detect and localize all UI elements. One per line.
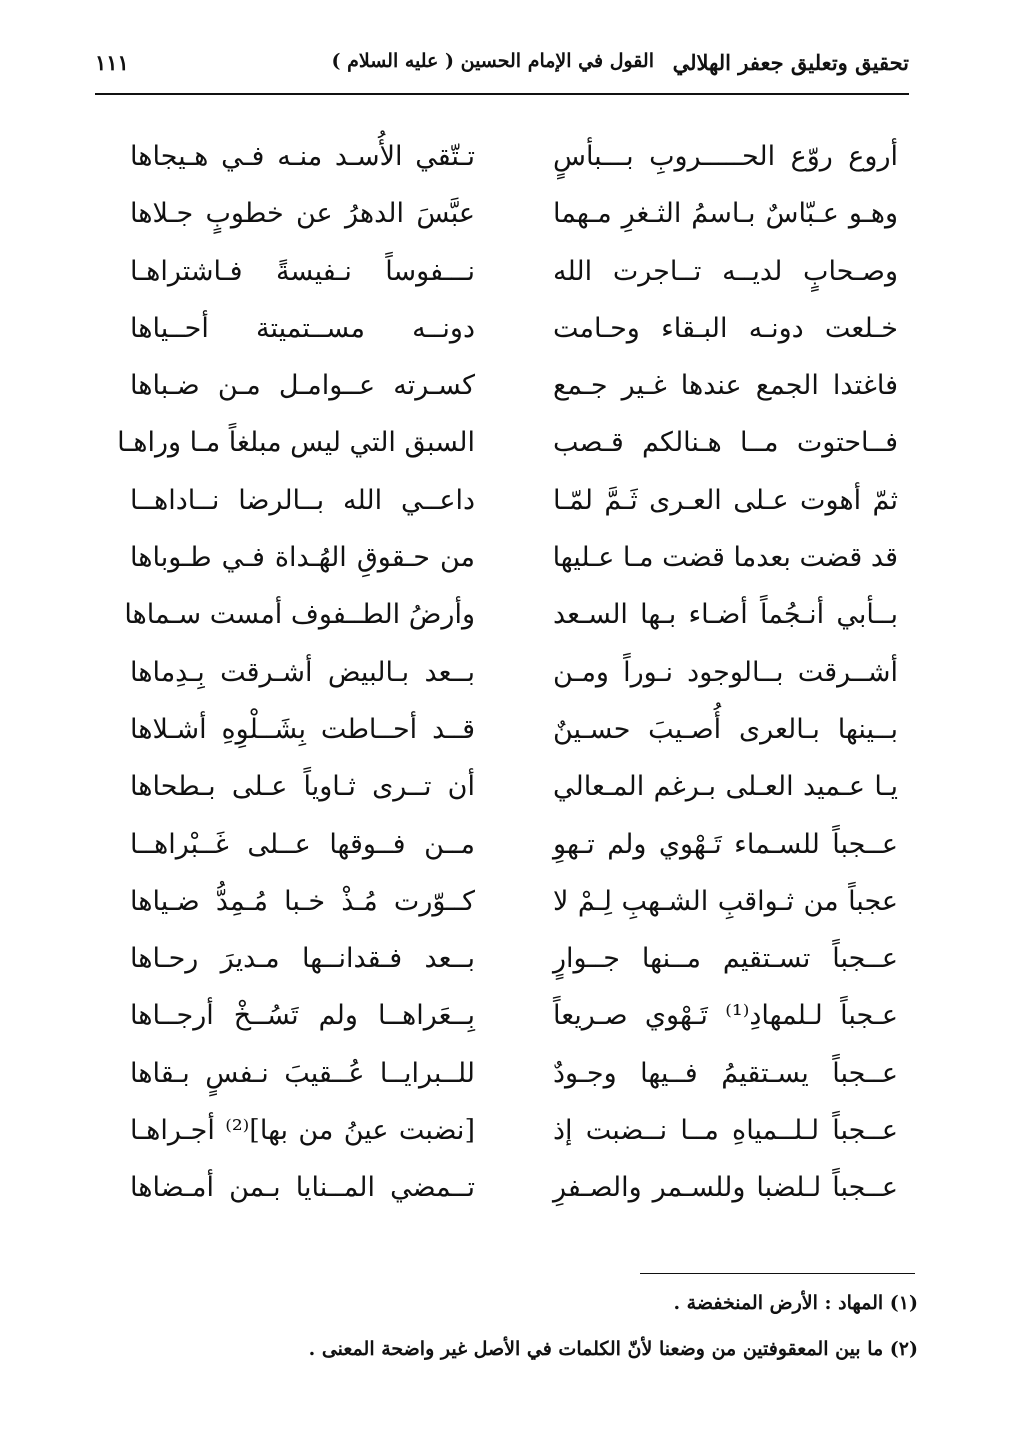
second-hemistich: مــن فــوقها عــلى غَــبْراهــا [130,828,475,860]
verse-line [118,935,898,992]
verse-line [118,419,898,476]
first-hemistich: بــينها بـالعرى أُصـيبَ حسـينٌ [553,713,898,745]
second-hemistich: دونــه مســتميتة أحــياها [130,312,475,344]
footnote-1: (١) المهاد : الأرض المنخفضة . [673,1292,918,1314]
footnote-2: (٢) ما بين المعقوفتين من وضعنا لأنّ الكلمات في الأصل غير واضحة المعنى . [308,1338,918,1360]
chapter-title: القول في الإمام الحسين ( عليه السلام ) [331,50,654,72]
second-hemistich: نـــفوساً نـفيسةً فـاشتراهـا [130,255,475,287]
verse-line [118,821,898,878]
verse-line [118,878,898,935]
second-hemistich: بــعد بـالبيض أشـرقت بِـدِماها [130,656,475,688]
verse-line [118,477,898,534]
verse-line [118,591,898,648]
first-hemistich: عـجباً لـلمهادِ⁽¹⁾ تَـهْوي صـريعاً [553,1000,899,1032]
book-title: تحقيق وتعليق جعفر الهلالي [672,50,909,75]
first-hemistich: عــجباً لـلضبا وللسـمر والصـفرِ [553,1172,898,1204]
first-hemistich: أشــرقت بــالوجود نـوراً ومـن [553,656,898,688]
footnotes [220,1290,918,1382]
second-hemistich: كــوّرت مُـذْ خـبا مُـمِدُّ ضـياها [130,885,475,917]
poem [118,133,898,1222]
first-hemistich: عــجباً لـلــمياهِ مــا نــضبت إذ [553,1115,898,1147]
verse-line [118,1164,898,1221]
verse-line [118,305,898,362]
first-hemistich: يـا عـميد العـلى بـرغم المـعالي [553,771,898,803]
second-hemistich: داعــي الله بــالرضا نــاداهــا [130,484,475,516]
verse-line [118,248,898,305]
second-hemistich: كسـرته عــوامـل مـن ضـباها [130,370,475,402]
footnote-divider [640,1273,915,1274]
verse-line [118,992,898,1049]
first-hemistich: فاغتدا الجمع عندها غـير جـمع [553,370,898,402]
second-hemistich: أن تــرى ثـاوياً عـلى بـطحاها [130,771,475,803]
second-hemistich: من حـقوقِ الهُـداة فـي طـوباها [130,542,475,574]
second-hemistich: السبق التي ليس مبلغاً مـا وراهـا [117,427,475,459]
verse-line [118,649,898,706]
second-hemistich: تــمضي المــنايا بـمن أمـضاها [130,1172,475,1204]
page-header [95,40,909,92]
first-hemistich: عــجباً للسـماء تَـهْوي ولم تـهوِ [553,828,898,860]
second-hemistich: عبَّسَ الدهرُ عن خطوبٍ جـلاها [130,198,475,230]
page-number: ١١١ [95,50,129,75]
first-hemistich: عــجباً يسـتقيمُ فــيها وجـودٌ [553,1057,898,1089]
second-hemistich: [نضبت عينُ من بها]⁽²⁾ أجـراهـا [130,1115,475,1147]
second-hemistich: بــعد فـقدانــها مـديرَ رحـاها [130,943,475,975]
second-hemistich: تـتّقي الأُسـد منـه فـي هـيجاها [130,141,475,172]
first-hemistich: بــأبي أنـجُماً أضـاء بـها السـعد [553,599,898,631]
first-hemistich: عجباً من ثـواقبِ الشـهبِ لِـمْ لا [553,885,898,917]
verse-line [118,706,898,763]
verse-line [118,763,898,820]
verse-line [118,534,898,591]
first-hemistich: ثمّ أهوت عـلى العـرى ثَـمَّ لمّـا [553,484,898,516]
first-hemistich: قد قضت بعدما قضت مـا عـليها [552,542,898,574]
verse-line [118,362,898,419]
second-hemistich: قــد أحــاطت بِشَــلْوِهِ أشـلاها [130,713,475,745]
verse-line [118,1107,898,1164]
first-hemistich: وهـو عـبّاسٌ بـاسمُ الثـغرِ مـهما [553,198,898,230]
header-divider [95,93,909,95]
verse-line [118,1050,898,1107]
verse-line [118,133,898,190]
first-hemistich: عــجباً تسـتقيم مــنها جــوارٍ [553,943,898,975]
first-hemistich: أروع روّع الحـــــروبِ بـــبأسٍ [553,141,898,172]
second-hemistich: وأرضُ الطــفوف أمست سـماها [124,599,475,631]
second-hemistich: للــبرايــا عُــقيبَ نـفسٍ بـقاها [130,1057,475,1089]
second-hemistich: بِــعَراهــا ولم تَسُــخْ أرجــاها [130,1000,475,1032]
verse-line [118,190,898,247]
first-hemistich: وصـحابٍ لديــه تــاجرت الله [553,255,898,287]
first-hemistich: خـلعت دونـه البـقاء وحـامت [553,312,898,344]
first-hemistich: فــاحتوت مــا هـنالكم قـصب [553,427,898,459]
